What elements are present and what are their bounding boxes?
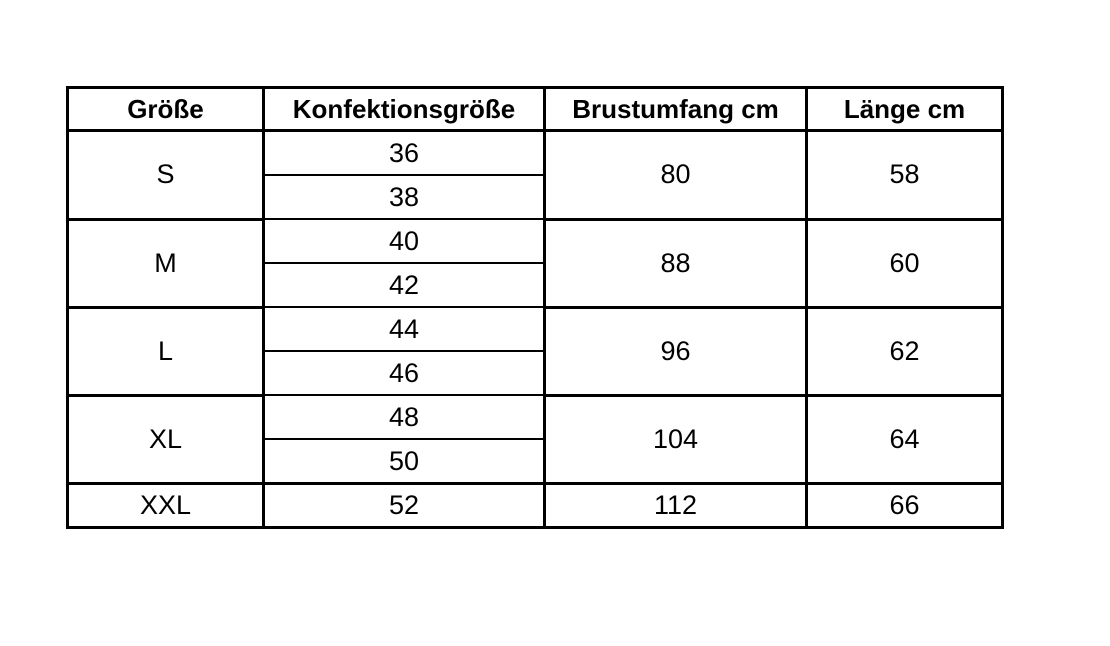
- konfektion-cell: 48: [264, 395, 545, 439]
- konfektion-cell: 44: [264, 307, 545, 351]
- brustumfang-cell: 88: [545, 219, 807, 307]
- table-row: [68, 131, 1003, 176]
- size-cell: XXL: [68, 484, 264, 528]
- brustumfang-cell: 104: [545, 395, 807, 484]
- brustumfang-cell: 112: [545, 484, 807, 528]
- konfektion-cell: 50: [264, 439, 545, 484]
- laenge-cell: 58: [807, 131, 1003, 220]
- size-cell: L: [68, 307, 264, 395]
- laenge-cell: 66: [807, 484, 1003, 528]
- brustumfang-cell: 96: [545, 307, 807, 395]
- konfektion-cell: 36: [264, 131, 545, 176]
- laenge-cell: 64: [807, 395, 1003, 484]
- table-row: [68, 395, 1003, 439]
- konfektion-cell: 42: [264, 263, 545, 307]
- konfektion-cell: 40: [264, 219, 545, 263]
- konfektion-cell: 46: [264, 351, 545, 395]
- konfektion-cell: 38: [264, 175, 545, 219]
- header-groesse: Größe: [68, 88, 264, 131]
- brustumfang-cell: 80: [545, 131, 807, 220]
- size-cell: XL: [68, 395, 264, 484]
- laenge-cell: 62: [807, 307, 1003, 395]
- size-chart-table: [66, 86, 1004, 529]
- laenge-cell: 60: [807, 219, 1003, 307]
- size-cell: M: [68, 219, 264, 307]
- table-row: [68, 484, 1003, 528]
- header-konfektionsgroesse: Konfektionsgröße: [264, 88, 545, 131]
- konfektion-cell: 52: [264, 484, 545, 528]
- header-row: [68, 88, 1003, 131]
- table-row: [68, 219, 1003, 263]
- header-brustumfang: Brustumfang cm: [545, 88, 807, 131]
- table-row: [68, 307, 1003, 351]
- header-laenge: Länge cm: [807, 88, 1003, 131]
- size-cell: S: [68, 131, 264, 220]
